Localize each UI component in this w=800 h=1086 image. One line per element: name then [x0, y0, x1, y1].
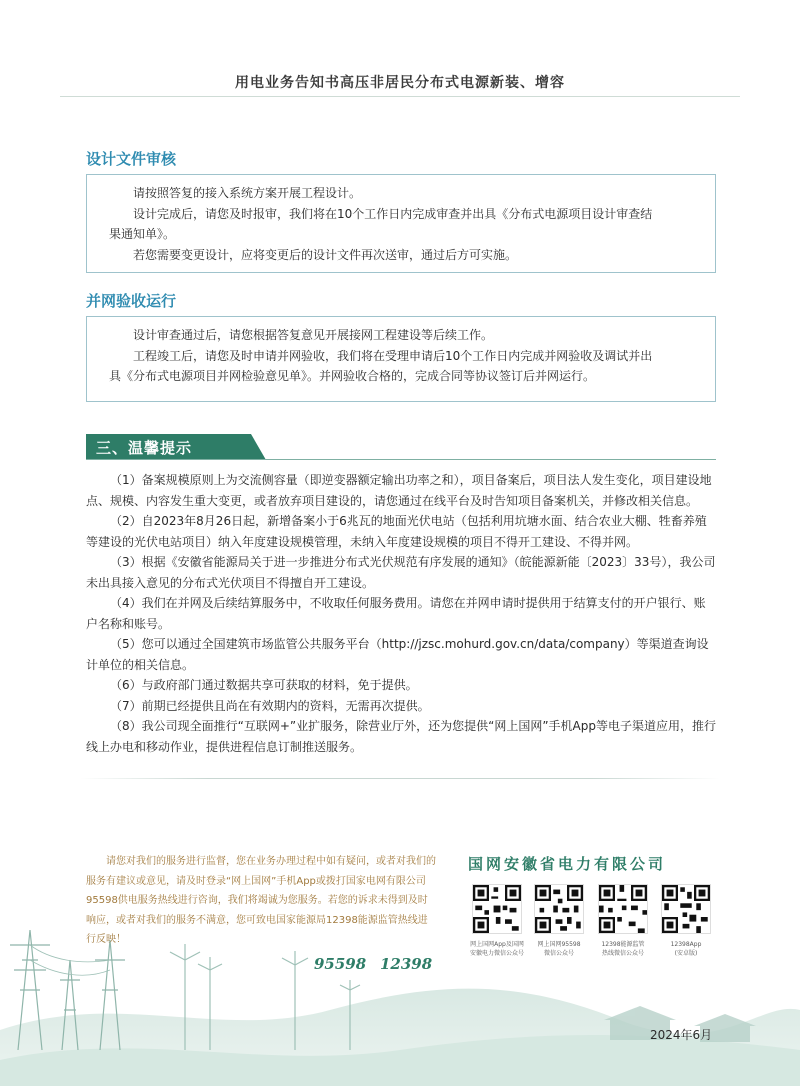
- service-notice: [86, 852, 436, 950]
- qr-caption-line: 热线微信公众号: [601, 950, 644, 957]
- qr-code-icon: [598, 884, 648, 934]
- hotline-12398-text: 12398: [380, 955, 433, 973]
- tip-item: （1）备案规模原则上为交流侧容量（即逆变器额定输出功率之和），项目备案后，项目法人发生变化，项目建设地点、规模、内容发生重大变更，或者放弃项目建设的，请您通过在线平台及时告知项目备案机关，并修改相关信息。: [86, 473, 712, 508]
- page-header-title: 用电业务告知书高压非居民分布式电源新装、增容: [235, 75, 565, 91]
- hotline-95598-text: 95598: [314, 955, 367, 973]
- grid-acceptance-heading: 并网验收运行: [86, 292, 177, 310]
- grid-acceptance-p1: 设计审查通过后，请您根据答复意见开展接网工程建设等后续工作。: [133, 328, 494, 342]
- design-review-p2a: 设计完成后，请您及时报审，我们将在10个工作日内完成审查并出具《分布式电源项目设计审查结: [133, 206, 653, 221]
- qr-caption-line: 12398App: [670, 941, 702, 948]
- tips-divider: [86, 459, 716, 460]
- tip-item: （7）前期已经提供且尚在有效期内的资料，无需再次提供。: [110, 698, 430, 713]
- qr-code-icon: [661, 884, 711, 934]
- tip-item: （8）我公司现全面推行“互联网+”业扩服务，除营业厅外，还为您提供“网上国网”手机App等电子渠道应用，推行线上办电和移动作业，提供进程信息订制推送服务。: [86, 719, 717, 754]
- footer-divider: [80, 778, 720, 779]
- grid-acceptance-p2b: 具《分布式电源项目并网检验意见单》。并网验收合格的，完成合同等协议签订后并网运行。: [109, 369, 596, 383]
- hotline-95598-logo: [312, 952, 368, 974]
- company-name: 国网安徽省电力有限公司: [468, 855, 667, 873]
- tip-item: （3）根据《安徽省能源局关于进一步推进分布式光伏规范有序发展的通知》（皖能源新能〔2023〕33号），我公司未出具接入意见的分布式光伏项目不得擅自开工建设。: [86, 555, 716, 590]
- qr-caption-line: 12398能源监管: [601, 941, 645, 948]
- qr-caption: [650, 940, 722, 958]
- hotline-12398-logo: [378, 952, 434, 974]
- tips-list: [86, 470, 716, 757]
- tip-item: （5）您可以通过全国建筑市场监管公共服务平台（http://jzsc.mohurd.gov.cn/data/company）等渠道查询设计单位的相关信息。: [86, 637, 709, 672]
- qr-caption-line: 微信公众号: [543, 950, 574, 957]
- tip-item: （2）自2023年8月26日起，新增备案小于6兆瓦的地面光伏电站（包括利用坑塘水面、结合农业大棚、牲畜养殖等建设的光伏电站项目）纳入年度建设规模管理，未纳入年度建设规模的项目不得开工建设、不得并网。: [86, 514, 707, 549]
- qr-caption: [587, 940, 659, 958]
- design-review-p1: 请按照答复的接入系统方案开展工程设计。: [133, 186, 362, 200]
- design-review-p3: 若您需要变更设计，应将变更后的设计文件再次送审，通过后方可实施。: [133, 247, 518, 262]
- header-divider: [60, 96, 740, 97]
- design-review-heading: 设计文件审核: [86, 150, 177, 168]
- tips-heading: 三、温馨提示: [96, 439, 193, 457]
- qr-caption-line: 网上国网App及国网: [470, 941, 524, 948]
- qr-code-icon: [472, 884, 522, 934]
- qr-caption: [523, 940, 595, 958]
- qr-caption-line: 安徽电力微信公众号: [469, 950, 524, 957]
- grid-acceptance-box: [86, 316, 716, 402]
- design-review-p2b: 果通知单》。: [109, 227, 176, 241]
- qr-code-icon: [534, 884, 584, 934]
- qr-caption-line: (安卓版): [674, 950, 698, 957]
- service-notice-text: 请您对我们的服务进行监督，您在业务办理过程中如有疑问，或者对我们的服务有建议或意见，请及时登录“网上国网”手机App或拨打国家电网有限公司95598供电服务热线进行咨询，我们将竭诚为您服务。若您的诉求未得到及时响应，或者对我们的服务不满意，您可致电国家能源局12398能源监管热线进行反映！: [86, 856, 436, 945]
- qr-caption-line: 网上国网95598: [537, 941, 581, 948]
- grid-acceptance-p2a: 工程竣工后，请您及时申请并网验收，我们将在受理申请后10个工作日内完成并网验收及调试并出: [133, 348, 653, 363]
- design-review-box: [86, 174, 716, 273]
- tip-item: （6）与政府部门通过数据共享可获取的材料，免于提供。: [110, 678, 418, 692]
- issue-date: 2024年6月: [650, 1028, 713, 1042]
- tip-item: （4）我们在并网及后续结算服务中，不收取任何服务费用。请您在并网申请时提供用于结算支付的开户银行、账户名称和账号。: [86, 596, 706, 631]
